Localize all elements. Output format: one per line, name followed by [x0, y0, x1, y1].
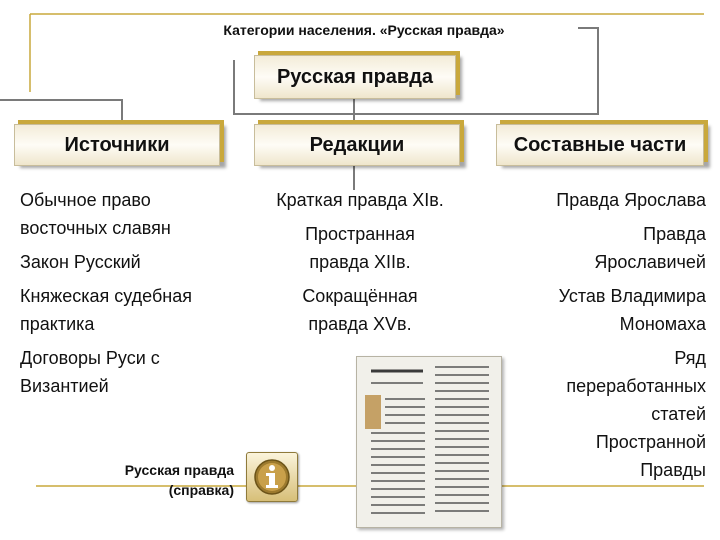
redactions-item: Сокращённая правда XVв.: [302, 286, 418, 334]
redactions-item: Краткая правда XIв.: [276, 190, 444, 210]
sources-item: Обычное право восточных славян: [20, 190, 171, 238]
parts-item: Ряд переработанных статей Пространной Правды: [566, 348, 706, 480]
branch-label-sources: Источники: [64, 133, 170, 156]
info-icon: [252, 457, 292, 497]
redactions-item: Пространная правда XIIв.: [305, 224, 415, 272]
sources-item: Закон Русский: [20, 252, 141, 272]
parts-list: [500, 186, 706, 490]
branch-node-redactions: [254, 124, 460, 166]
redactions-list: [240, 186, 480, 344]
branch-node-sources: [14, 124, 220, 166]
slide-title: Категории населения. «Русская правда»: [150, 22, 578, 38]
manuscript-image: [356, 356, 502, 528]
branch-node-parts: [496, 124, 704, 166]
info-button[interactable]: [246, 452, 298, 502]
branch-label-redactions: Редакции: [309, 133, 405, 156]
sources-item: Княжеская судебная практика: [20, 286, 192, 334]
parts-item: Правда Ярославичей: [594, 224, 706, 272]
sources-list: [20, 186, 240, 406]
root-node: [254, 55, 456, 99]
parts-item: Устав Владимира Мономаха: [558, 286, 706, 334]
branch-label-parts: Составные части: [513, 133, 687, 156]
manuscript-text-lines: [357, 357, 501, 527]
reference-line1: Русская правда: [124, 462, 234, 478]
reference-label: [78, 460, 234, 500]
root-node-label: Русская правда: [276, 65, 434, 88]
reference-line2: (справка): [168, 482, 234, 498]
sources-item: Договоры Руси с Византией: [20, 348, 160, 396]
parts-item: Правда Ярослава: [556, 190, 706, 210]
